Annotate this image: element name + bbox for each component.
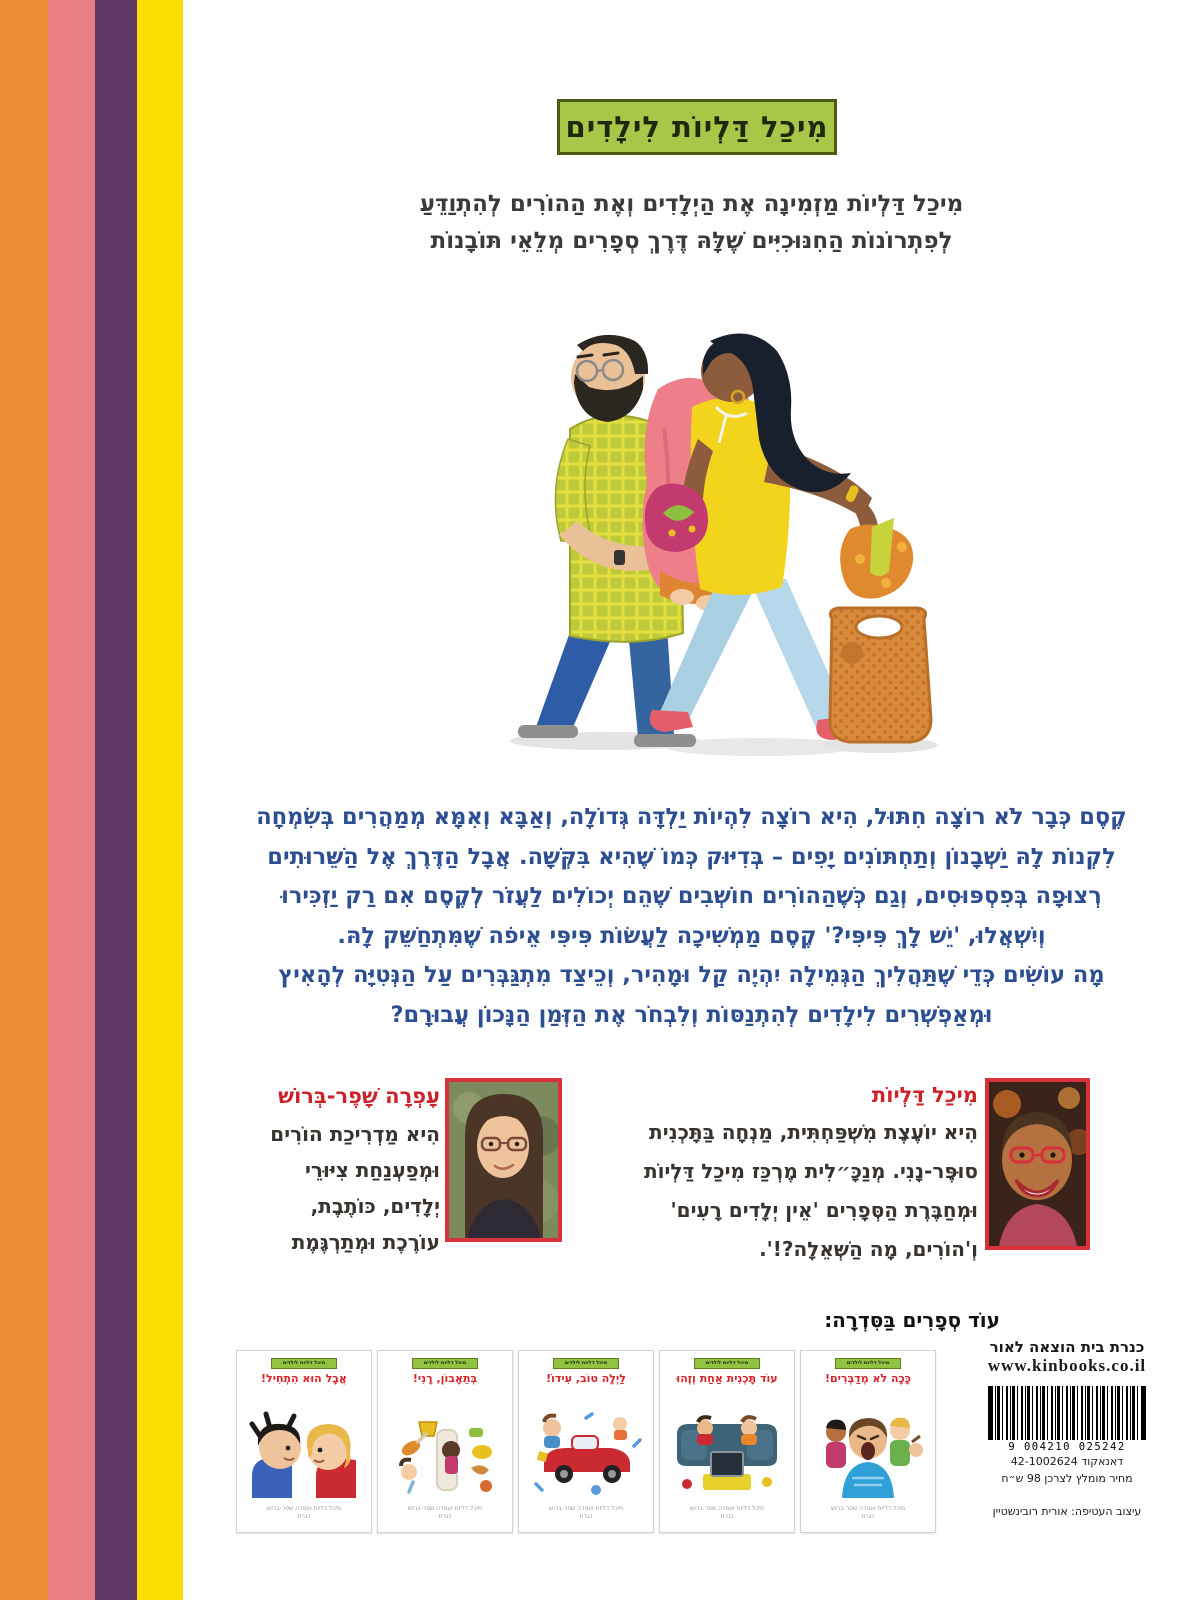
author-bio-line: עוֹרֶכֶת וּמְתַרְגֶּמֶת <box>291 1230 440 1254</box>
series-book-thumbnail <box>377 1350 513 1533</box>
author-name: מִיכַל דַּלְיוֹת <box>871 1083 978 1107</box>
intro-line: מִיכַל דַּלְיוֹת מַזְמִינָה אֶת הַיְלָדִים וְאֶת הַהוֹרִים לְהִתְוַדֵּעַ <box>419 191 964 217</box>
book-title: עוֹד תָּכְנִית אַחַת וְזֶהוּ <box>676 1372 778 1385</box>
book-credit: כנרת <box>720 1513 734 1520</box>
price-line: מחיר מומלץ לצרכן 98 ש״ח <box>1001 1472 1133 1485</box>
spine-stripe-salmon <box>48 0 95 1600</box>
series-badge <box>557 99 837 155</box>
design-credit-line: עיצוב העטיפה: אורית רובינשטיין <box>992 1505 1142 1518</box>
intro-line: לְפִתְרוֹנוֹת הַחִנּוּכִיִּים שֶׁלָּהּ דֶּרֶךְ סְפָרִים מְלֵאֵי תּוֹבָנוֹת <box>430 228 953 254</box>
synopsis-paragraph <box>183 798 1200 1035</box>
food-items-illustration <box>378 1399 512 1505</box>
series-mini-badge: מיכל דליות לילדים <box>412 1358 478 1369</box>
author-photo-michal <box>985 1078 1090 1250</box>
book-credit: כנרת <box>579 1513 593 1520</box>
author-bio-line: יְלָדִים, כּוֹתֶבֶת, <box>310 1194 440 1218</box>
synopsis-line: לִקְנוֹת לָהּ יַשְׁבָנוֹן וְתַחְתּוֹנִים יָפִים – בְּדִיּוּק כְּמוֹ שֶׁהִיא בִּקְּשָׁה. אֲבָל הַדֶּרֶךְ אֶל הַשֵּׁרוּתִים <box>267 843 1116 870</box>
series-book-thumbnail <box>800 1350 936 1533</box>
laundry-basket <box>830 608 931 742</box>
spine-stripe-orange <box>0 0 48 1600</box>
author-photo-ofra <box>445 1078 562 1242</box>
author-bio-ofra <box>264 1084 440 1260</box>
author-bio-line: וְ'הוֹרִים, מָה הַשְּׁאֵלָה?!'. <box>759 1237 978 1261</box>
book-credit: מיכל דליות ועפרה שפר-ברוש <box>830 1505 906 1512</box>
couch-and-tv-illustration <box>660 1399 794 1505</box>
series-mini-badge: מיכל דליות לילדים <box>835 1358 901 1369</box>
barcode-number: 9 004210 025242 <box>1008 1441 1126 1453</box>
barcode-bars <box>988 1386 1146 1440</box>
book-credit: מיכל דליות ועפרה שפר-ברוש <box>548 1505 624 1512</box>
family-walking-illustration <box>420 288 940 760</box>
book-title: לַיְלָה טוֹב, עִידוֹ! <box>546 1372 626 1385</box>
series-book-thumbnail <box>236 1350 372 1533</box>
book-credit: כנרת <box>297 1513 311 1520</box>
arguing-kids-illustration <box>237 1399 371 1505</box>
synopsis-line: מָה עוֹשִׂים כְּדֵי שֶׁתַּהֲלִיךְ הַגְּמִילָה יִהְיֶה קַל וּמָהִיר, וְכֵיצַד מִתְגַּבְּרִים עַל הַנְּטִיָּה לְהָאִיץ <box>278 962 1105 988</box>
author-name: עָפְרָה שָׁפֶר-בְּרוֹשׁ <box>278 1084 440 1108</box>
angry-boy-illustration <box>801 1399 935 1505</box>
spine-stripe-yellow <box>137 0 183 1600</box>
series-mini-badge: מיכל דליות לילדים <box>553 1358 619 1369</box>
series-mini-badge: מיכל דליות לילדים <box>694 1358 760 1369</box>
series-badge-label: מִיכַל דַּלְיוֹת לִילָדִים <box>565 110 829 144</box>
toys-and-car-bed-illustration <box>519 1399 653 1505</box>
spine-stripe-purple <box>95 0 137 1600</box>
synopsis-line: קֶסֶם כְּבָר לֹא רוֹצָה חִתּוּל, הִיא רוֹצָה לִהְיוֹת יַלְדָּה גְּדוֹלָה, וְאַבָּא וְאִמָּא מְמַהֲרִים בְּשִׂמְחָה <box>256 804 1127 830</box>
synopsis-line: וְיִשְׁאֲלוּ, 'יֵשׁ לָךְ פִּיפִּי?' קֶסֶם מַמְשִׁיכָה לַעֲשׂוֹת פִּיפִּי אֵיפֹה שֶׁמִּתְחַשֵּׁק לָהּ. <box>337 922 1046 949</box>
danacode-line: דאנאקוד 42-1002624 <box>1010 1455 1124 1468</box>
series-heading: עוֹד סְפָרִים בַּסִּדְרָה: <box>824 1308 1000 1332</box>
series-book-thumbnail <box>518 1350 654 1533</box>
author-bio-line: סוּפֶּר-נָנִי. מְנַכָּ״לִית מֶרְכַּז מִיכַל דַּלְיוֹת <box>643 1159 978 1183</box>
author-bio-line: הִיא יוֹעֶצֶת מִשְׁפַּחְתִּית, מַנְחָה בַּתָּכְנִית <box>649 1120 978 1144</box>
synopsis-line: וּמְאַפְשְׁרִים לִילָדִים לְהִתְנַסּוֹת וְלִבְחֹר אֶת הַזְּמַן הַנָּכוֹן עֲבוּרָם? <box>390 1001 993 1028</box>
book-credit: מיכל דליות ועפרה שפר-ברוש <box>266 1505 342 1512</box>
author-bio-line: הִיא מַדְרִיכַת הוֹרִים <box>270 1122 440 1146</box>
author-bio-line: וּמְחַבֶּרֶת הַסְּפָרִים 'אֵין יְלָדִים רָעִים' <box>670 1198 978 1222</box>
series-mini-badge: מיכל דליות לילדים <box>271 1358 337 1369</box>
intro-text <box>183 186 1200 260</box>
series-book-thumbnail <box>659 1350 795 1533</box>
publisher-block <box>948 1338 1186 1520</box>
book-title: בְּתֵאָבוֹן, רָנִי! <box>412 1372 478 1385</box>
author-bio-michal <box>633 1083 978 1269</box>
barcode <box>988 1386 1146 1453</box>
book-title: אֲבָל הוּא הִתְחִיל! <box>261 1372 347 1385</box>
book-title: כָּכָה לֹא מְדַבְּרִים! <box>824 1372 911 1385</box>
book-credit: מיכל דליות ועפרה שפר-ברוש <box>407 1505 483 1512</box>
book-credit: מיכל דליות ועפרה שפר-ברוש <box>689 1505 765 1512</box>
book-credit: כנרת <box>861 1513 875 1520</box>
publisher-website: www.kinbooks.co.il <box>987 1356 1147 1375</box>
synopsis-line: רְצוּפָה בְּפִסְפּוּסִים, וְגַם כְּשֶׁהַהוֹרִים חוֹשְׁבִים שֶׁהֵם יְכוֹלִים לַעֲזֹר לְקֶסֶם אִם רַק יַזְכִּירוּ <box>281 883 1102 909</box>
author-bio-line: וּמְפַעְנַחַת צִיּוּרֵי <box>305 1158 440 1182</box>
book-credit: כנרת <box>438 1513 452 1520</box>
publisher-name: כנרת בית הוצאה לאור <box>989 1338 1145 1356</box>
